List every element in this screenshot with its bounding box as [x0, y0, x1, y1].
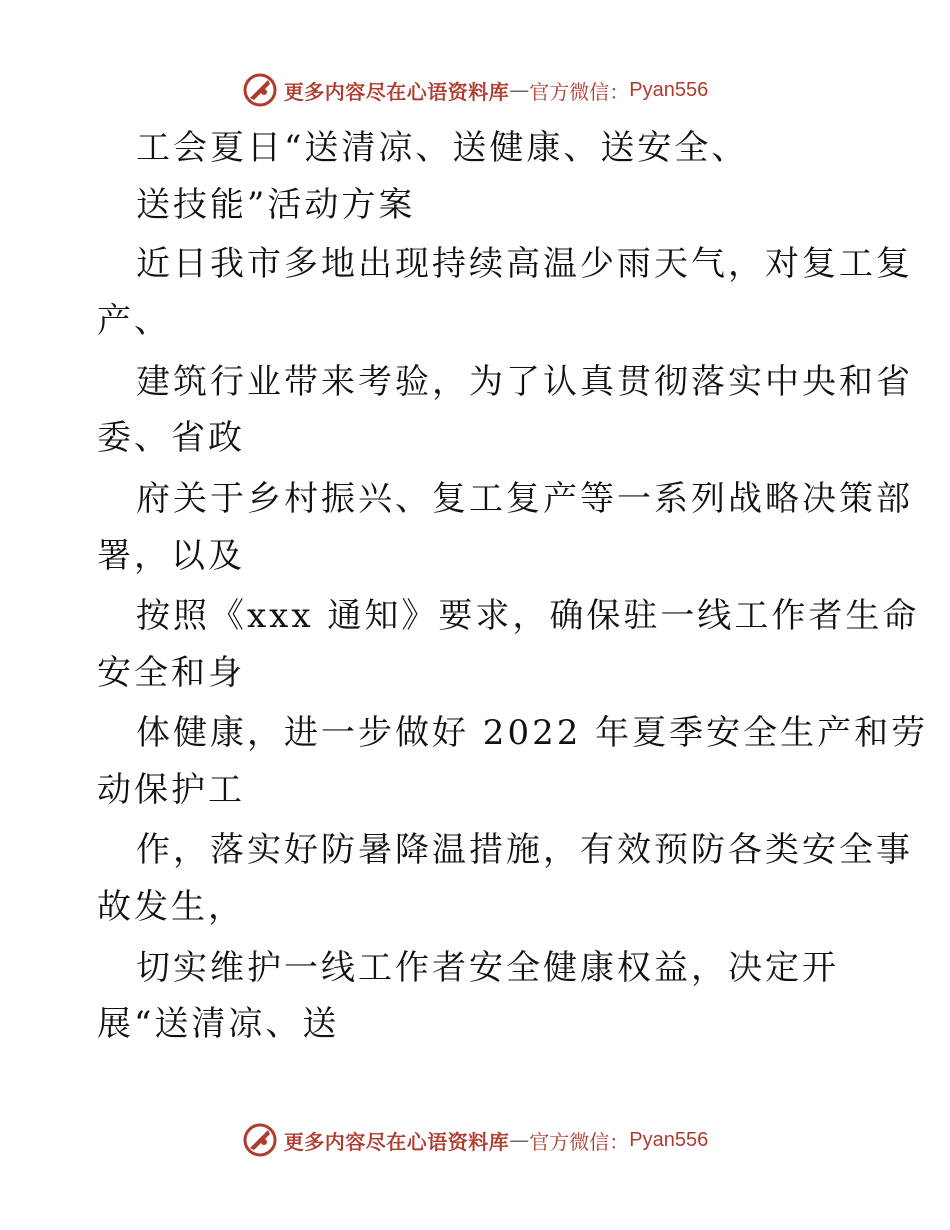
body-line: 按照《xxx 通知》要求，确保驻一线工作者生命 — [136, 596, 920, 636]
watermark-separator: — — [509, 78, 530, 102]
body-line: 委、省政 — [97, 418, 245, 458]
body-line: 产、 — [97, 301, 171, 341]
watermark-wechat-label: 官方微信： — [529, 1129, 630, 1154]
body-line: 展“送清凉、送 — [97, 1004, 340, 1044]
footer-watermark — [0, 1120, 950, 1160]
watermark-site-text: 更多内容尽在心语资料库 — [283, 1129, 510, 1154]
quill-logo-icon — [242, 1122, 278, 1158]
quill-logo-icon — [242, 72, 278, 108]
document-title-line-2: 送技能”活动方案 — [136, 185, 416, 225]
watermark-separator: — — [509, 1128, 530, 1152]
body-line: 府关于乡村振兴、复工复产等一系列战略决策部 — [136, 479, 913, 519]
body-line: 安全和身 — [97, 653, 245, 693]
body-line: 近日我市多地出现持续高温少雨天气，对复工复 — [136, 244, 913, 284]
body-line: 切实维护一线工作者安全健康权益，决定开 — [136, 948, 839, 988]
body-line: 作，落实好防暑降温措施，有效预防各类安全事 — [136, 830, 913, 870]
watermark-wechat-id: Pyan556 — [629, 1128, 709, 1151]
body-line: 动保护工 — [97, 770, 245, 810]
body-line: 建筑行业带来考验，为了认真贯彻落实中央和省 — [136, 362, 913, 402]
body-line: 故发生， — [97, 887, 245, 927]
watermark-wechat-label: 官方微信： — [529, 79, 630, 104]
header-watermark — [0, 70, 950, 110]
document-title-line-1: 工会夏日“送清凉、送健康、送安全、 — [136, 128, 749, 168]
body-line: 署，以及 — [97, 536, 245, 576]
watermark-wechat-id: Pyan556 — [629, 78, 709, 101]
body-line: 体健康，进一步做好 2022 年夏季安全生产和劳 — [136, 713, 929, 753]
watermark-site-text: 更多内容尽在心语资料库 — [283, 79, 510, 104]
